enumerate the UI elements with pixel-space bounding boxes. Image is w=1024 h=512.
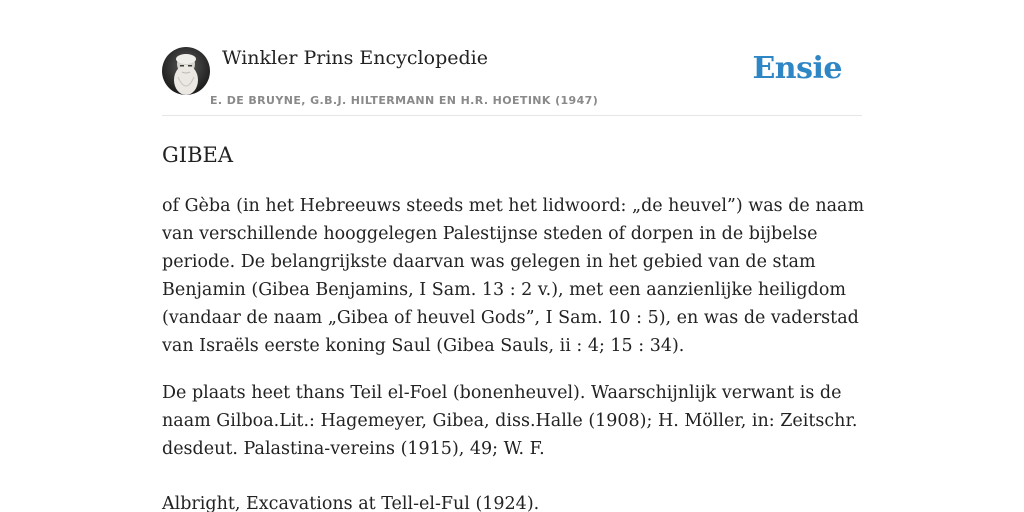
site-title[interactable]: Winkler Prins Encyclopedie	[222, 47, 488, 69]
article-body	[162, 138, 882, 512]
article-paragraph: of Gèba (in het Hebreeuws steeds met het lidwoord: „de heuvel”) was de naam van verschillende hooggelegen Palestijnse steden of dorpen in de bijbelse periode. De belangrijkste daarvan was gelegen in het gebied van de stam Benjamin (Gibea Benjamins, I Sam. 13 : 2 v.), met een aanzienlijke heiligdom (vandaar de naam „Gibea of heuvel Gods”, I Sam. 10 : 5), en was de vaderstad van Israëls eerste koning Saul (Gibea Sauls, ii : 4; 15 : 34).	[162, 196, 865, 356]
site-header	[162, 0, 862, 116]
article-paragraph: De plaats heet thans Teil el-Foel (bonenheuvel). Waarschijnlijk verwant is de naam Gilboa.Lit.: Hagemeyer, Gibea, diss.Halle (1908); H. Möller, in: Zeitschr. desdeut. Palastina-vereins (1915), 49; W. F.	[162, 383, 858, 459]
authors-line: E. DE BRUYNE, G.B.J. HILTERMANN EN H.R. HOETINK (1947)	[210, 94, 599, 107]
article-headword: GIBEA	[162, 143, 233, 167]
brand-logo-link[interactable]: Ensie	[752, 51, 842, 86]
article-paragraph: Albright, Excavations at Tell-el-Ful (1924).	[162, 494, 540, 512]
author-avatar-icon	[162, 47, 210, 95]
